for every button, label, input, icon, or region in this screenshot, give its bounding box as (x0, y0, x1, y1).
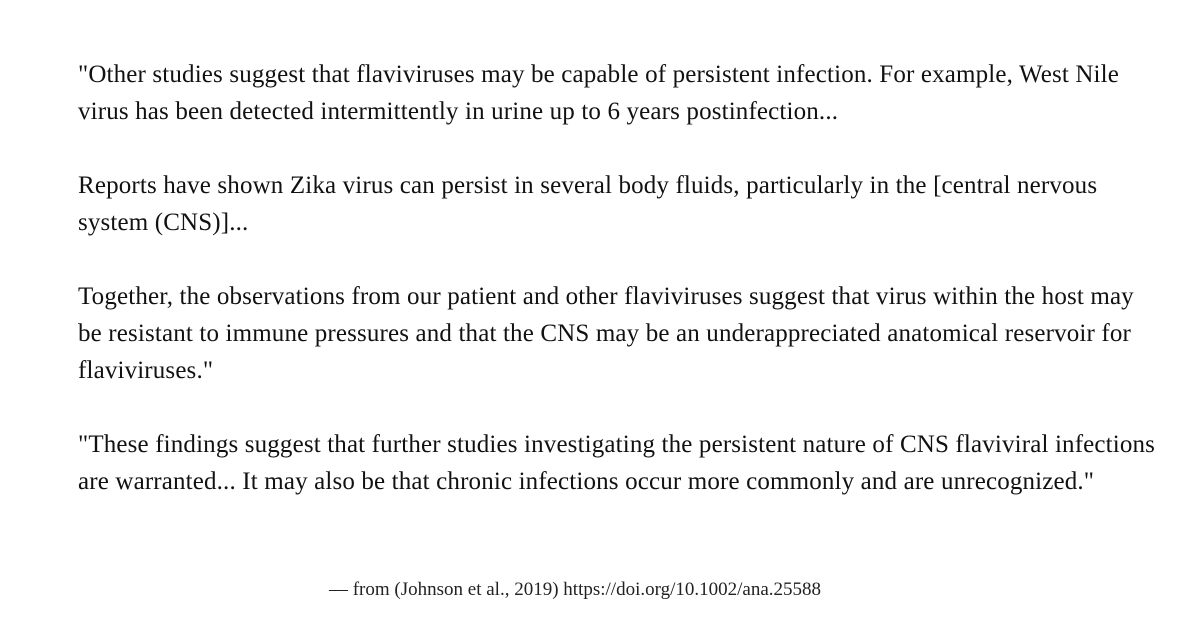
quote-paragraph-3: Together, the observations from our patient and other flaviviruses suggest that virus within the host may be resistant to immune pressures and that the CNS may be an underappreciated anatomical reservoir for flaviviruses." (78, 283, 1134, 384)
quote-paragraph-2: Reports have shown Zika virus can persist in several body fluids, particularly in the [central nervous system (CNS)]... (78, 172, 1098, 236)
quote-block (78, 56, 1158, 500)
quote-paragraph-4: "These findings suggest that further studies investigating the persistent nature of CNS flaviviral infections are warranted... It may also be that chronic infections occur more commonly and are unrecognized." (78, 431, 1156, 495)
quote-paragraph-1: "Other studies suggest that flaviviruses may be capable of persistent infection. For example, West Nile virus has been detected intermittently in urine up to 6 years postinfection... (78, 61, 1119, 125)
citation-attribution: — from (Johnson et al., 2019) https://doi.org/10.1002/ana.25588 (328, 579, 822, 600)
